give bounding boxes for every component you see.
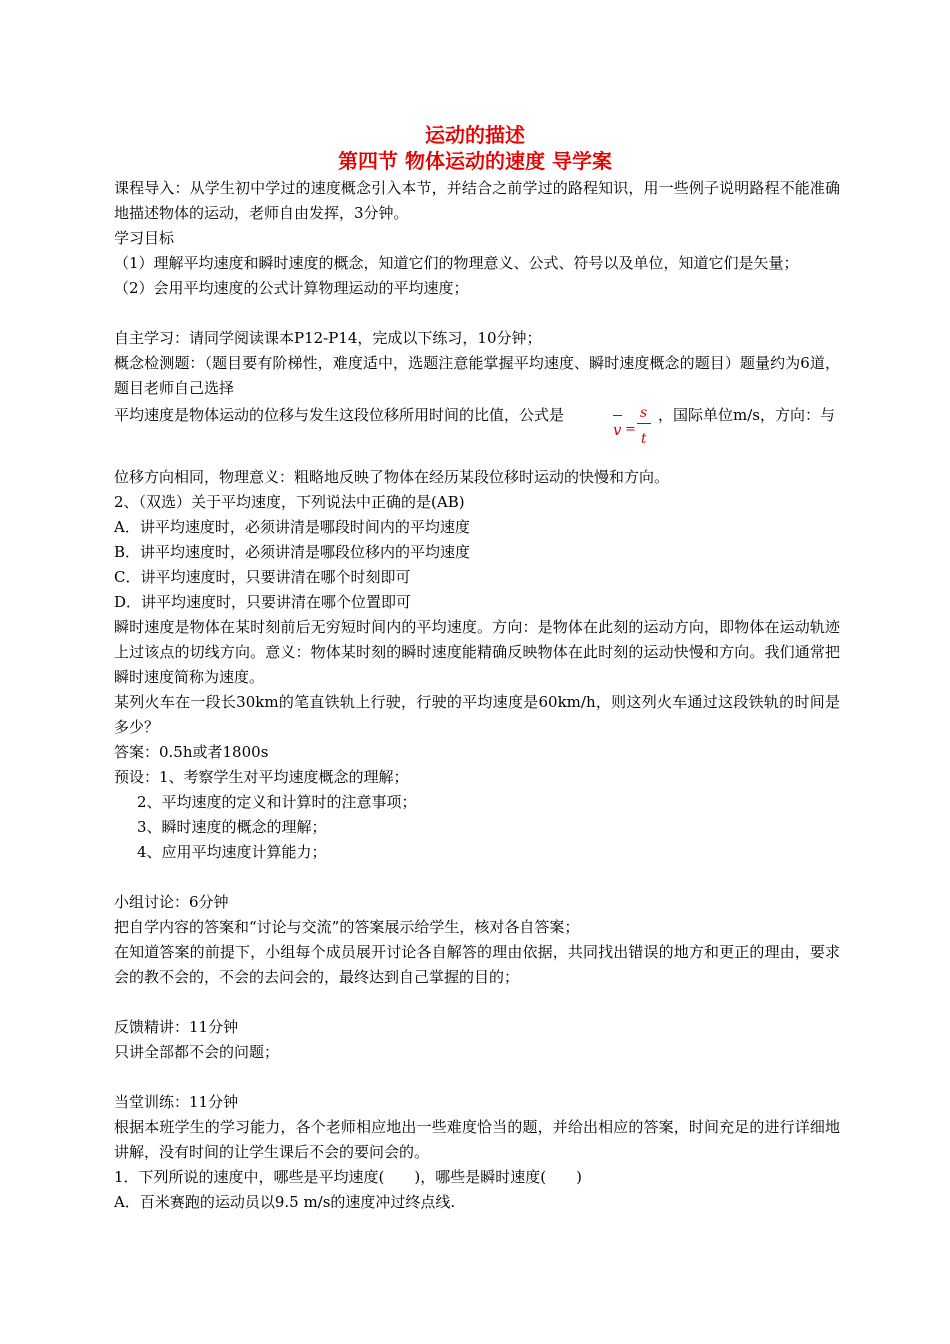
train-question: 某列火车在一段长30km的笔直铁轨上行驶，行驶的平均速度是60km/h，则这列火车通过这段铁轨的时间是多少？	[114, 693, 840, 736]
question-2-option-a: A．讲平均速度时，必须讲清是哪段时间内的平均速度	[114, 518, 470, 536]
preset-2: 2、平均速度的定义和计算时的注意事项；	[137, 793, 417, 811]
formula-equals: =	[625, 422, 636, 437]
course-intro: 课程导入：从学生初中学过的速度概念引入本节，并结合之前学过的路程知识，用一些例子说明路程不能准确地描述物体的运动，老师自由发挥，3分钟。	[114, 179, 840, 222]
question-2-option-b: B．讲平均速度时，必须讲清是哪段位移内的平均速度	[114, 543, 471, 561]
preset-4: 4、应用平均速度计算能力；	[137, 843, 327, 861]
preset-1: 预设：1、考察学生对平均速度概念的理解；	[114, 768, 409, 786]
practice-heading: 当堂训练：11分钟	[114, 1093, 239, 1111]
avg-velocity-definition-line	[114, 401, 840, 465]
practice-question-1-option-a: A．百米赛跑的运动员以9.5 m/s的速度冲过终点线.	[114, 1193, 456, 1211]
group-discussion-p2: 在知道答案的前提下，小组每个成员展开讨论各自解答的理由依据，共同找出错误的地方和更正的理由，要求会的教不会的，不会的去问会的，最终达到自己掌握的目的；	[114, 943, 840, 986]
formula-numerator: s	[640, 405, 648, 421]
section-title: 第四节 物体运动的速度 导学案	[338, 149, 612, 173]
avg-velocity-definition-text: 平均速度是物体运动的位移与发生这段位移所用时间的比值，公式是	[114, 406, 565, 424]
group-discussion-heading: 小组讨论：6分钟	[114, 893, 229, 911]
avg-velocity-formula	[613, 401, 655, 455]
goal-item-2: （2）会用平均速度的公式计算物理运动的平均速度；	[114, 279, 469, 297]
spacer	[114, 1065, 840, 1090]
practice-question-1: 1．下列所说的速度中，哪些是平均速度( )，哪些是瞬时速度( )	[114, 1168, 582, 1186]
train-answer: 答案：0.5h或者1800s	[114, 743, 269, 761]
avg-velocity-direction: 位移方向相同，物理意义：粗略地反映了物体在经历某段位移时运动的快慢和方向。	[114, 468, 670, 486]
document-body	[114, 176, 840, 1215]
preset-3: 3、瞬时速度的概念的理解；	[137, 818, 327, 836]
spacer	[114, 301, 840, 326]
formula-fraction-bar	[637, 423, 651, 424]
practice-p1: 根据本班学生的学习能力，各个老师相应地出一些难度恰当的题，并给出相应的答案，时间充足的进行详细地讲解，没有时间的让学生课后不会的要问会的。	[114, 1118, 840, 1161]
avg-velocity-unit-text: ，国际单位m/s，方向：与	[658, 406, 835, 424]
feedback-heading: 反馈精讲：11分钟	[114, 1018, 239, 1036]
feedback-p1: 只讲全部都不会的问题；	[114, 1043, 280, 1061]
spacer	[114, 990, 840, 1015]
chapter-title: 运动的描述	[425, 123, 525, 147]
formula-denominator: t	[641, 431, 647, 447]
spacer	[114, 865, 840, 890]
group-discussion-p1: 把自学内容的答案和“讨论与交流”的答案展示给学生，核对各自答案；	[114, 918, 580, 936]
instant-velocity-definition: 瞬时速度是物体在某时刻前后无穷短时间内的平均速度。方向：是物体在此刻的运动方向，即物体在运动轨迹上过该点的切线方向。意义：物体某时刻的瞬时速度能精确反映物体在此时刻的运动快慢和方向。我们通常把瞬时速度简称为速度。	[114, 618, 840, 686]
concept-check: 概念检测题：（题目要有阶梯性，难度适中，选题注意能掌握平均速度、瞬时速度概念的题目）题量约为6道，题目老师自己选择	[114, 354, 840, 397]
question-2-stem: 2、（双选）关于平均速度，下列说法中正确的是(AB)	[114, 493, 465, 511]
goal-item-1: （1）理解平均速度和瞬时速度的概念，知道它们的物理意义、公式、符号以及单位，知道它们是矢量；	[114, 254, 799, 272]
formula-v: v	[613, 421, 622, 439]
goals-heading: 学习目标	[114, 229, 175, 247]
self-study: 自主学习：请同学阅读课本P12-P14，完成以下练习，10分钟；	[114, 329, 542, 347]
formula-overbar	[613, 415, 622, 416]
question-2-option-c: C．讲平均速度时，只要讲清在哪个时刻即可	[114, 568, 411, 586]
question-2-option-d: D．讲平均速度时，只要讲清在哪个位置即可	[114, 593, 412, 611]
